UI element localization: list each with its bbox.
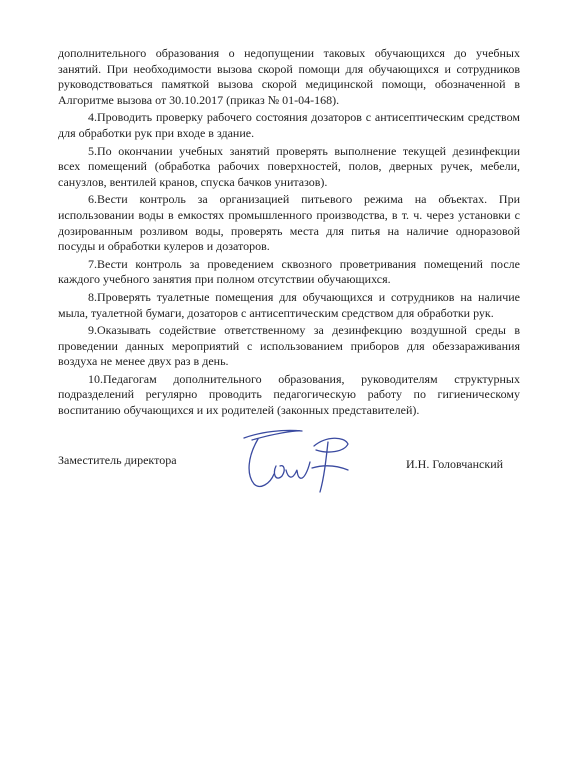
paragraph-continuation: дополнительного образования о недопущении таковых обучающихся до учебных занятий. При необходимости вызова скорой помощи для обучающихся и сотрудников руководствоваться памяткой вызова скорой медицинской помощи, обозначенной в Алгоритме вызова от 30.10.2017 (приказ № 01-04-168). <box>58 46 520 107</box>
signature-block <box>58 448 520 508</box>
paragraph-item-5: 5.По окончании учебных занятий проверять выполнение текущей дезинфекции всех помещений (обработка рабочих поверхностей, полов, дверных ручек, мебели, санузлов, вентилей кранов, спуска бачков унитазов). <box>58 143 520 189</box>
paragraph-item-8: 8.Проверять туалетные помещения для обучающихся и сотрудников на наличие мыла, туалетной бумаги, дозаторов с антисептическим средством для обработки рук. <box>58 289 520 320</box>
paragraph-item-9: 9.Оказывать содействие ответственному за дезинфекцию воздушной среды в проведении данных мероприятий с использованием приборов для обеззараживания воздуха не менее двух раз в день. <box>58 323 520 369</box>
signatory-name: И.Н. Головчанский <box>406 457 504 471</box>
paragraph-item-4: 4.Проводить проверку рабочего состояния дозаторов с антисептическим средством для обработки рук при входе в здание. <box>58 110 520 140</box>
paragraph-item-6: 6.Вести контроль за организацией питьевого режима на объектах. При использовании воды в емкостях промышленного производства, в т. ч. через установки с дозированным розливом воды, проверять места для питья на наличие одноразовой посуды и обработки кулеров и дозаторов. <box>58 192 520 254</box>
handwritten-signature <box>236 426 356 496</box>
paragraph-item-10: 10.Педагогам дополнительного образования, руководителям структурных подразделений регулярно проводить педагогическую работу по гигиеническому воспитанию обучающихся и их родителей (законных представителей). <box>58 371 520 418</box>
document-body <box>58 46 520 421</box>
paragraph-item-7: 7.Вести контроль за проведением сквозного проветривания помещений после каждого учебного занятия при полном отсутствии обучающихся. <box>58 256 520 287</box>
signatory-title: Заместитель директора <box>58 453 177 467</box>
